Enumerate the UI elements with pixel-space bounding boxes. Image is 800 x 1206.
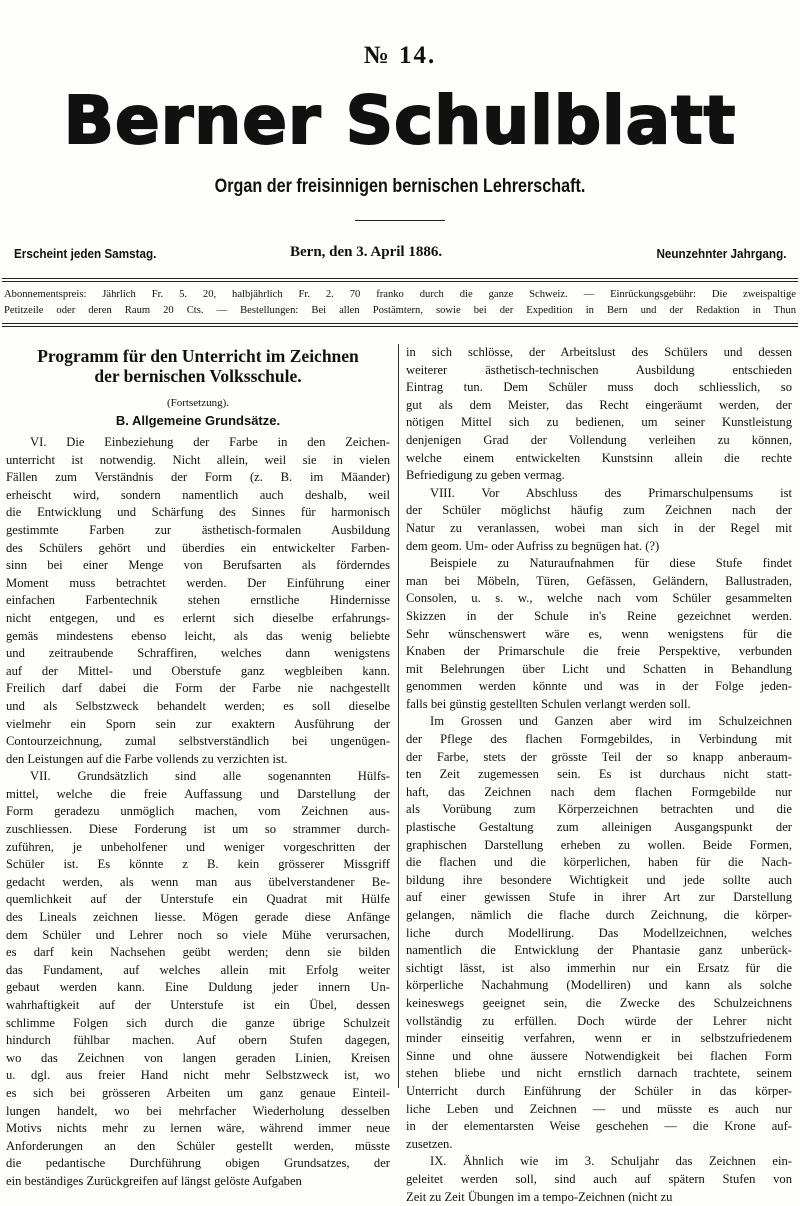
text-line: geleitet werden soll, sind auch auf spätern Stufen von [406, 1171, 792, 1189]
text-line: auf einer gewissen Stufe in ihrer Art zur Darstellung [406, 889, 792, 907]
text-line: Befriedigung zu geben vermag. [406, 467, 792, 485]
text-line: Sinne und ohne äussere Notwendigkeit bei flachen Form [406, 1048, 792, 1066]
text-line: keineswegs geeignet sein, die Zwecke des Schulzeichnens [406, 995, 792, 1013]
column-divider [398, 344, 399, 1088]
text-line: und als Selbstzweck behandelt werden; es soll dieselbe [6, 698, 390, 716]
text-line: hindurch fühlbar machen. Auf obern Stufen dagegen, [6, 1032, 390, 1050]
text-line: weiterer ästhetisch-technischen Ausbildung entschieden [406, 362, 792, 380]
top-rule [2, 278, 798, 279]
text-line: falls bei günstig gestellten Schulen verlangt werden soll. [406, 696, 792, 714]
subscription-line-2: Petitzeile oder deren Raum 20 Cts. — Bestellungen: Bei allen Postämtern, sowie bei der Expedition in Bern und der Redaktion in Thun [4, 303, 796, 319]
article-title-line-1: Programm für den Unterricht im Zeichnen [6, 346, 390, 366]
text-line: sichtigt lässt, ist also immerhin nur ein Ersatz für die [406, 960, 792, 978]
text-line: die Entwicklung und Schärfung des Sinnes für harmonisch [6, 504, 390, 522]
right-column [406, 344, 792, 1206]
publication-frequency: Erscheint jeden Samstag. [14, 246, 156, 261]
text-line: haft, das Zeichnen nach dem flachen Formgebilde nur [406, 784, 792, 802]
masthead-title: Berner Schulblatt [0, 88, 800, 154]
text-line: in der elementarsten Weise geschehen — die Krone auf- [406, 1118, 792, 1136]
text-line: dem geom. Um- oder Aufriss zu begnügen hat. (?) [406, 538, 792, 556]
text-line: schlimme Folgen sich durch die ganze übrige Schulzeit [6, 1015, 390, 1033]
text-line: Fällen zum Verständnis der Form (z. B. im Mäander) [6, 469, 390, 487]
text-line: liche Leben und Zeichnen — und müsste es auch nur [406, 1101, 792, 1119]
subscription-line-1: Abonnementspreis: Jährlich Fr. 5. 20, halbjährlich Fr. 2. 70 franko durch die ganze Schweiz. — Einrückungsgebühr: Die zweispaltige [4, 287, 796, 303]
text-line: gedacht werden, als wenn man aus übelverstandener Be- [6, 874, 390, 892]
text-line: IX. Ähnlich wie im 3. Schuljahr das Zeichnen ein- [406, 1153, 792, 1171]
text-line: minder einseitig verfahren, wenn er in selbstzufriedenem [406, 1030, 792, 1048]
text-line: VI. Die Einbeziehung der Farbe in den Zeichen- [6, 434, 390, 452]
issue-date: Bern, den 3. April 1886. [290, 244, 442, 261]
text-line: mit Belehrungen über Licht und Schatten in Behandlung [406, 661, 792, 679]
text-line: gemäs mindestens ebenso leicht, als das wenig beliebte [6, 628, 390, 646]
volume-year: Neunzehnter Jahrgang. [656, 246, 786, 261]
top-rule-double [2, 281, 798, 282]
text-line: die flachen und die körperlichen, haben für die Nach- [406, 854, 792, 872]
masthead-divider [355, 220, 445, 221]
text-line: Beispiele zu Naturaufnahmen für diese Stufe findet [406, 555, 792, 573]
text-line: und zeitraubende Schraffiren, welches dann wenigstens [6, 645, 390, 663]
text-line: bildung ihre besondere Wichtigkeit und jede sollte auch [406, 872, 792, 890]
text-line: Zeit zu Zeit Übungen im a tempo-Zeichnen (nicht zu [406, 1189, 792, 1206]
text-line: Anforderungen an den Schüler gestellt werden, müsste [6, 1138, 390, 1156]
text-line: wo das Zeichnen von langen geraden Linien, Kreisen [6, 1050, 390, 1068]
text-line: namentlich die Entwicklung der Phantasie ganz unberück- [406, 942, 792, 960]
text-line: sinn bei einer Menge von Berufsarten als förderndes [6, 557, 390, 575]
text-line: in sich schlösse, der Arbeitslust des Schülers und dessen [406, 344, 792, 362]
text-line: man bei Möbeln, Türen, Gefässen, Geländern, Ballustraden, [406, 573, 792, 591]
text-line: der Schüler möglichst häufig zum Zeichnen nach der [406, 502, 792, 520]
text-line: gelangen, nämlich die flache durch Zeichnung, die körper- [406, 907, 792, 925]
text-line: den Leistungen auf die Farbe vollends zu verzichten ist. [6, 751, 390, 769]
section-heading: B. Allgemeine Grundsätze. [6, 411, 390, 431]
text-line: quemlichkeit auf der Unterstufe ein Quadrat mit Hülfe [6, 891, 390, 909]
article-title [6, 346, 390, 386]
text-line: Eintrag tun. Dem Schüler muss doch schliesslich, so [406, 379, 792, 397]
text-line: körperliche Nachahmung (Modelliren) und kann als solche [406, 977, 792, 995]
bottom-rule-double [2, 326, 798, 327]
text-line: der Farbe, stets der grösste Teil der so knapp anberaum- [406, 749, 792, 767]
article-title-line-2: der bernischen Volksschule. [6, 366, 390, 386]
text-line: zuführen, je unbeholfener und weniger vorgeschritten der [6, 839, 390, 857]
text-line: denjenigen Grad der Vollendung verleihen zu können, [406, 432, 792, 450]
continuation-note: (Fortsetzung). [6, 395, 390, 411]
text-line: genommen werden könnte und was in der Folge jeden- [406, 678, 792, 696]
text-line: dem Schüler und Lehrer noch so viele Mühe verursachen, [6, 927, 390, 945]
text-line: Freilich darf dabei die Form der Farbe nie nachgestellt [6, 680, 390, 698]
text-line: vielmehr ein Sporn sein zur exaktern Ausführung der [6, 716, 390, 734]
text-line: Consolen, u. s. w., welche nach vom Schüler gesammelten [406, 590, 792, 608]
text-line: u. dgl. aus freier Hand nicht mehr Selbstzweck ist, wo [6, 1067, 390, 1085]
text-line: die pedantische Durchführung obigen Grundsatzes, der [6, 1155, 390, 1173]
text-line: das Fundament, auf welches allein mit Erfolg weiter [6, 962, 390, 980]
left-column [6, 344, 390, 1191]
text-line: Natur zu veranlassen, wobei man sich in der Regel mit [406, 520, 792, 538]
text-line: es sich bei grösseren Arbeiten um ganz genaue Einteil- [6, 1085, 390, 1103]
subscription-info [4, 287, 796, 319]
text-line: gut als dem Meister, das Recht eingeräumt werden, der [406, 397, 792, 415]
masthead-subtitle: Organ der freisinnigen bernischen Lehrerschaft. [60, 176, 740, 198]
text-line: graphischen Darstellung erheben zu wollen. Beide Formen, [406, 837, 792, 855]
issue-number: № 14. [0, 42, 800, 70]
text-line: ein beständiges Zurückgreifen auf längst gelöste Aufgaben [6, 1173, 390, 1191]
text-line: nötigen Mittel sich zu bedienen, um seiner Kunstleistung [406, 414, 792, 432]
text-line: auf der Mittel- und Oberstufe ganz wegbleiben kann. [6, 663, 390, 681]
text-line: welche einem entwickelten Kunstsinn allein die rechte [406, 450, 792, 468]
text-line: VIII. Vor Abschluss des Primarschulpensums ist [406, 485, 792, 503]
text-line: es darf kein Nachsehen geübt werden; denn sie bilden [6, 944, 390, 962]
text-line: plastische Gestaltung zum alleinigen Ausgangspunkt der [406, 819, 792, 837]
text-line: Contourzeichnung, zumal selbstverständlich bei ungenügen- [6, 733, 390, 751]
text-line: Im Grossen und Ganzen aber wird im Schulzeichnen [406, 713, 792, 731]
text-line: der Pflege des flachen Formgebildes, in Verbindung mit [406, 731, 792, 749]
text-line: VII. Grundsätzlich sind alle sogenannten Hülfs- [6, 768, 390, 786]
text-line: wahrhaftigkeit auf der Unterstufe ist ein Übel, dessen [6, 997, 390, 1015]
text-line: ten Zeit zugemessen sein. Es ist durchaus nicht statt- [406, 766, 792, 784]
text-line: Schüler ist. Es könnte z B. kein grösserer Missgriff [6, 856, 390, 874]
text-line: gebaut werden kann. Eine Duldung jeder innern Un- [6, 979, 390, 997]
bottom-rule [2, 323, 798, 324]
text-line: Motivs nichts mehr zu lernen wäre, während immer neue [6, 1120, 390, 1138]
text-line: einfachen Farbentechnik stehen ernstliche Hindernisse [6, 592, 390, 610]
text-line: als Vorübung zum Körperzeichnen betrachten und die [406, 801, 792, 819]
text-line: Moment muss betrachtet werden. Der Einführung einer [6, 575, 390, 593]
text-line: lungen handelt, wo bei mehrfacher Wiederholung desselben [6, 1103, 390, 1121]
text-line: des Schülers gehört und überdies ein entwickelter Farben- [6, 540, 390, 558]
text-line: des Lineals zeichnen liesse. Mögen gerade diese Anfänge [6, 909, 390, 927]
text-line: vollständig zu erfüllen. Doch würde der Lehrer nicht [406, 1013, 792, 1031]
text-line: liche durch Modellirung. Das Modellzeichnen, welches [406, 925, 792, 943]
text-line: zuschliessen. Diese Forderung ist um so strammer durch- [6, 821, 390, 839]
text-line: stehen bliebe und nicht ernstlich darnach trachtete, seinem [406, 1065, 792, 1083]
dateline [14, 246, 786, 266]
text-line: Skizzen in der Schule in's Reine gezeichnet werden. [406, 608, 792, 626]
text-line: gestimmte Farben zur ästhetisch-formalen Ausbildung [6, 522, 390, 540]
left-column-body [6, 434, 390, 1191]
text-line: Unterricht durch Einführung der Schüler in das körper- [406, 1083, 792, 1101]
text-line: erheischt wird, sondern namentlich auch deshalb, weil [6, 487, 390, 505]
text-line: Form geradezu unmöglich machen, vom Zeichnen aus- [6, 803, 390, 821]
text-line: Sehr wünschenswert wäre es, wenn wenigstens für die [406, 626, 792, 644]
right-column-body [406, 344, 792, 1206]
text-line: Knaben der Primarschule die freie Perspektive, verbunden [406, 643, 792, 661]
text-line: mittel, welche die freie Auffassung und Darstellung der [6, 786, 390, 804]
text-line: zusetzen. [406, 1136, 792, 1154]
text-line: unterricht ist notwendig. Nicht allein, weil sie in vielen [6, 452, 390, 470]
text-line: nicht entgegen, und es erlernt sich dieselbe erfahrungs- [6, 610, 390, 628]
